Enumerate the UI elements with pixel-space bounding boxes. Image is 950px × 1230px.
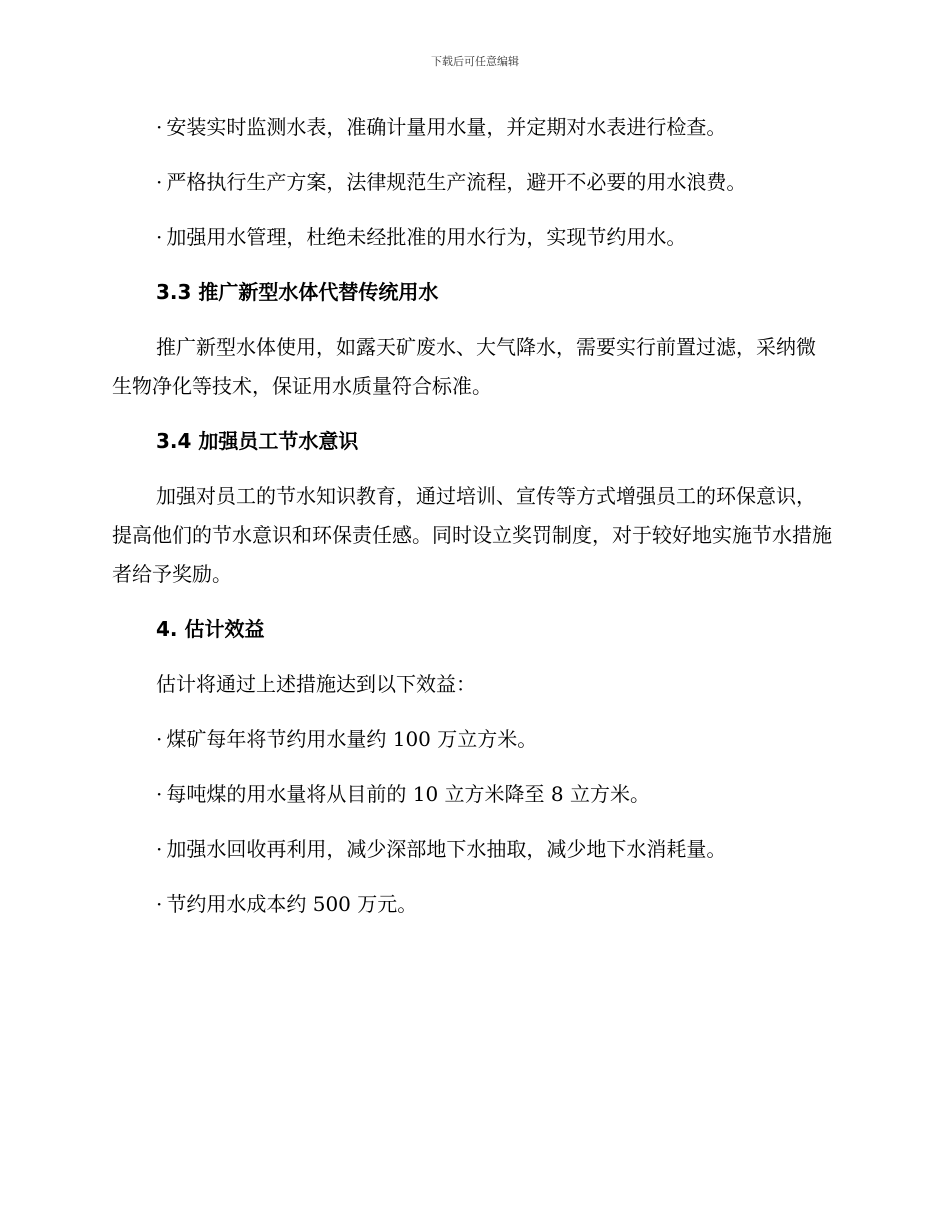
bullet-text: 煤矿每年将节约用水量约 100 万立方米。: [166, 727, 538, 751]
bullet-marker: ·: [156, 225, 163, 249]
page-header: 下载后可任意编辑: [431, 55, 519, 68]
section-heading-3-3: 3.3 推广新型水体代替传统用水: [156, 280, 439, 304]
bullet-text: 严格执行生产方案，法律规范生产流程，避开不必要的用水浪费。: [166, 170, 747, 194]
bullet-text: 节约用水成本约 500 万元。: [166, 892, 418, 916]
document-body: [112, 108, 832, 940]
bullet-marker: ·: [156, 727, 163, 751]
bullet-marker: ·: [156, 782, 163, 806]
bullet-item: [112, 108, 832, 147]
bullet-item: [112, 775, 832, 814]
bullet-item: [112, 720, 832, 759]
bullet-marker: ·: [156, 170, 163, 194]
bullet-item: [112, 163, 832, 202]
section-intro-4: 估计将通过上述措施达到以下效益：: [156, 672, 476, 696]
bullet-item: [112, 885, 832, 924]
section-heading-3-4: 3.4 加强员工节水意识: [156, 429, 359, 453]
section-heading-4: 4. 估计效益: [156, 617, 265, 641]
bullet-text: 加强水回收再利用，减少深部地下水抽取，减少地下水消耗量。: [166, 837, 727, 861]
bullet-item: [112, 830, 832, 869]
bullet-text: 每吨煤的用水量将从目前的 10 立方米降至 8 立方米。: [166, 782, 650, 806]
bullet-marker: ·: [156, 115, 163, 139]
bullet-marker: ·: [156, 892, 163, 916]
section-body-3-4: 加强对员工的节水知识教育，通过培训、宣传等方式增强员工的环保意识，提高他们的节水意识和环保责任感。同时设立奖罚制度，对于较好地实施节水措施者给予奖励。: [112, 484, 832, 586]
section-body-3-3: 推广新型水体使用，如露天矿废水、大气降水，需要实行前置过滤，采纳微生物净化等技术，保证用水质量符合标准。: [112, 335, 816, 398]
bullet-text: 安装实时监测水表，准确计量用水量，并定期对水表进行检查。: [166, 115, 727, 139]
bullet-item: [112, 218, 832, 257]
bullet-text: 加强用水管理，杜绝未经批准的用水行为，实现节约用水。: [166, 225, 687, 249]
bullet-marker: ·: [156, 837, 163, 861]
